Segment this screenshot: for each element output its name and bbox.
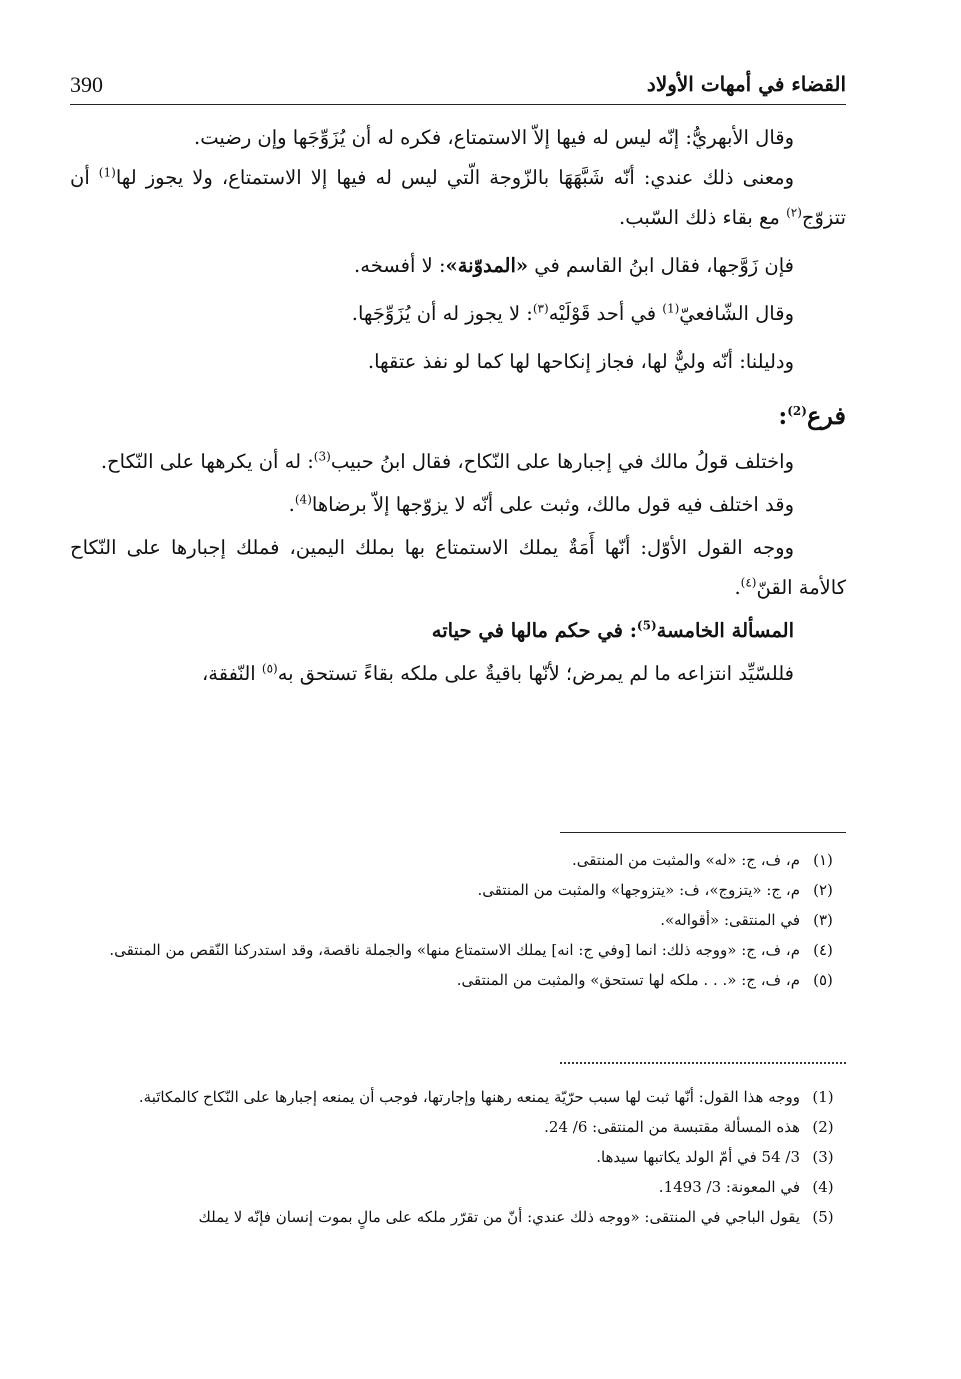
footnote-ref[interactable]: (٥) <box>261 661 278 676</box>
footnote <box>70 1202 846 1232</box>
footnote-text: في المنتقى: «أقواله». <box>660 911 800 929</box>
footnote-ref[interactable]: (٣) <box>532 301 549 316</box>
footnote <box>70 1172 846 1202</box>
paragraph: وقال الأبهريُّ: إنّه ليس له فيها إلاّ الاستمتاع، فكره له أن يُزَوِّجَها وإن رضيت. <box>194 126 794 149</box>
paragraph: واختلف قولُ مالك في إجبارها على النّكاح، فقال ابنُ حبيب$^{(3)}$: له أن يكرهها على النّكاح. <box>100 449 794 473</box>
footnote <box>70 905 846 935</box>
paragraph: فللسّيِّد انتزاعه ما لم يمرض؛ لأنّها باقيةٌ على ملكه بقاءً تستحق به$^{(٥)}$ النّفقة، <box>201 661 794 685</box>
main-text <box>70 118 846 697</box>
footnote-text: م، ج: «يتزوج»، ف: «يتزوجها» والمثبت من المنتقى. <box>477 881 800 899</box>
footnote-number: (٢) <box>813 881 833 899</box>
footnote-text: ووجه هذا القول: أنّها ثبت لها سبب حرّيّة يمنعه رهنها وإجارتها، فوجب أن يمنعه إجبارها على النّكاح كالمكاتَبة. <box>138 1088 800 1106</box>
footnote-text: م، ف، ج: «ووجه ذلك: انما [وفي ج: انه] يملك الاستمتاع منها» والجملة ناقصة، وقد استدركنا النّقص من المنتقى. <box>109 941 800 959</box>
footnote-ref[interactable]: (5) <box>636 618 657 633</box>
footnote-text: هذه المسألة مقتبسة من المنتقى: 6/ 24. <box>544 1118 800 1136</box>
footnote <box>70 845 846 875</box>
paragraph: ومعنى ذلك عندي: أنّه شَبَّهَهَا بالزّوجة الّتي ليس له فيها إلا الاستمتاع، ولا يجوز لها$^{(1)}$ أن تتزوّج$^{(٢)}$ مع بقاء ذلك السّبب. <box>70 165 846 229</box>
footnote <box>70 1082 846 1112</box>
footnote-number: (١) <box>813 851 833 869</box>
manuscript-footnotes <box>70 845 846 995</box>
footnote-number: (4) <box>812 1178 834 1196</box>
page-header <box>70 72 846 105</box>
footnote-text: يقول الباجي في المنتقى: «ووجه ذلك عندي: أنّ من تقرّر ملكه على مالٍ بموت إنسان فإنّه لا يملك <box>198 1208 800 1226</box>
footnote-text: م، ف، ج: «له» والمثبت من المنتقى. <box>571 851 800 869</box>
paragraph: ودليلنا: أنّه وليٌّ لها، فجاز إنكاحها لها كما لو نفذ عتقها. <box>367 350 794 373</box>
page-number: 390 <box>70 72 103 97</box>
footnote-ref[interactable]: (٢) <box>786 205 802 220</box>
footnote <box>70 1112 846 1142</box>
footnote-dotted-divider <box>560 1062 846 1064</box>
footnote-ref[interactable]: (4) <box>294 492 312 507</box>
footnote-ref[interactable]: (2) <box>787 404 807 418</box>
footnote-number: (5) <box>812 1208 834 1226</box>
footnote-number: (3) <box>812 1148 834 1166</box>
paragraph: وقد اختلف فيه قول مالك، وثبت على أنّه لا يزوّجها إلاّ برضاها$^{(4)}$. <box>288 492 794 516</box>
footnote-number: (1) <box>812 1088 834 1106</box>
footnote-text: في المعونة: 3/ 1493. <box>658 1178 800 1196</box>
footnote-number: (٣) <box>813 911 833 929</box>
editor-footnotes <box>70 1082 846 1232</box>
footnote <box>70 935 846 965</box>
footnote <box>70 965 846 995</box>
footnote-number: (2) <box>812 1118 834 1136</box>
running-title: القضاء في أمهات الأولاد <box>646 72 846 96</box>
footnote <box>70 875 846 905</box>
section-heading: المسألة الخامسة$^{(5)}$: في حكم مالها في حياته <box>431 618 794 642</box>
footnote-divider <box>560 832 846 833</box>
paragraph: فإن زَوَّجها، فقال ابنُ القاسم في «المدوّنة»: لا أفسخه. <box>354 254 794 277</box>
footnote-ref[interactable]: (٤) <box>740 575 757 590</box>
paragraph: ووجه القول الأوّل: أنّها أَمَةٌ يملك الاستمتاع بها بملك اليمين، فملك إجبارها على النّكاح كالأمة القنّ$^{(٤)}$. <box>70 536 846 599</box>
branch-heading: فرع$^{(2)}$: <box>778 401 846 430</box>
footnote-ref[interactable]: (3) <box>313 449 331 464</box>
footnote-ref[interactable]: (1) <box>662 301 680 316</box>
paragraph: وقال الشّافعيّ$^{(1)}$ في أحد قَوْلَيْه$^{(٣)}$: لا يجوز له أن يُزَوِّجَها. <box>351 301 794 325</box>
footnote-text: م، ف، ج: «. . . ملكه لها تستحق» والمثبت من المنتقى. <box>456 971 800 989</box>
book-title: «المدوّنة» <box>445 254 529 277</box>
footnote-ref[interactable]: (1) <box>98 165 116 180</box>
footnote-number: (٥) <box>813 971 833 989</box>
footnote-text: 3/ 54 في أمّ الولد يكاتبها سيدها. <box>596 1148 800 1166</box>
footnote <box>70 1142 846 1172</box>
footnote-number: (٤) <box>813 941 833 959</box>
